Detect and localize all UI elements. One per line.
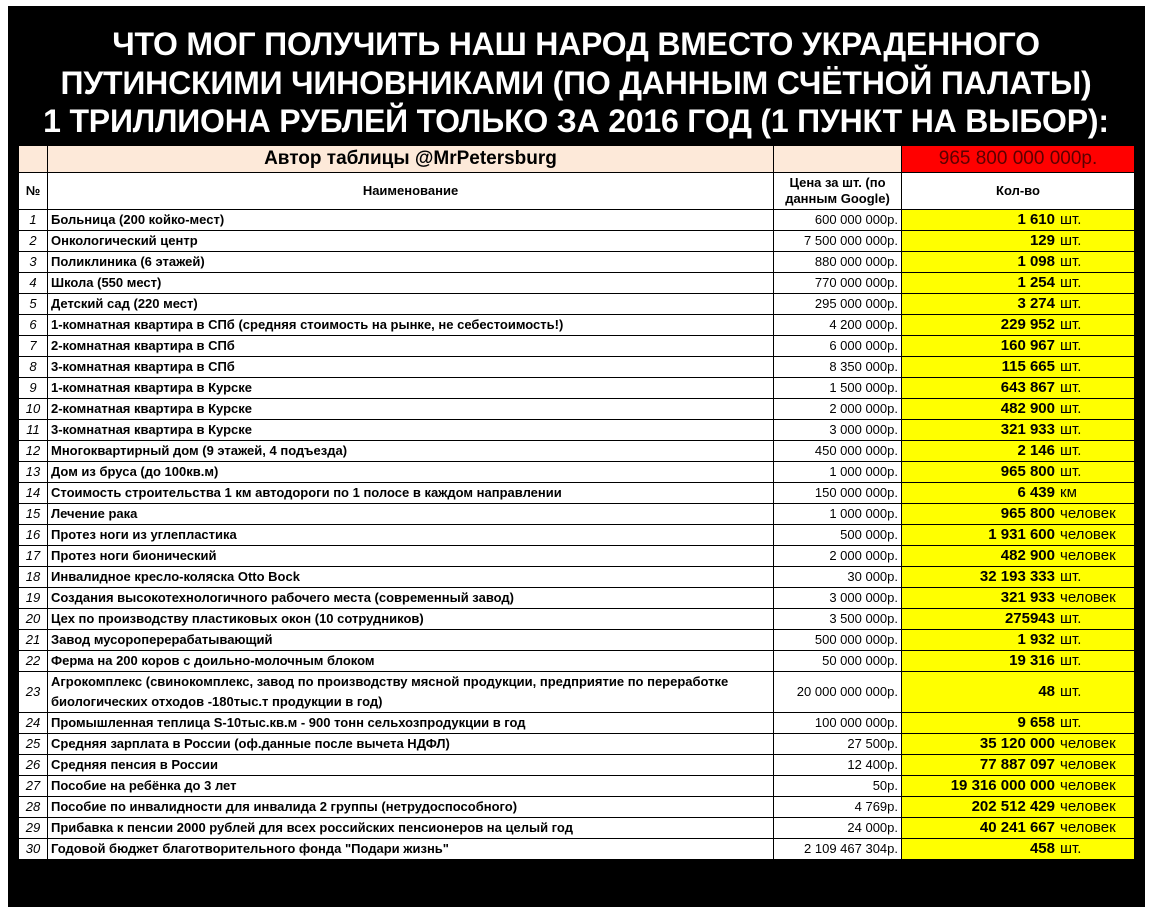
item-price: 24 000р. [774,818,902,839]
item-unit: шт. [1060,232,1082,249]
table-row [19,797,1135,818]
item-price: 770 000 000р. [774,273,902,294]
table-row [19,713,1135,734]
item-name: Создания высокотехнологичного рабочего места (современный завод) [48,588,774,609]
table-row [19,776,1135,797]
item-quantity: 1 932 [1017,631,1055,648]
item-name: Школа (550 мест) [48,273,774,294]
item-quantity: 643 867 [1000,379,1055,396]
item-quantity-cell [902,630,1135,651]
item-quantity-cell [902,420,1135,441]
table-row [19,818,1135,839]
item-quantity-cell [902,588,1135,609]
table-row [19,336,1135,357]
row-number: 25 [19,734,48,755]
item-name: Многоквартирный дом (9 этажей, 4 подъезда) [48,441,774,462]
title-line-3: 1 ТРИЛЛИОНА РУБЛЕЙ ТОЛЬКО ЗА 2016 ГОД (1 ПУНКТ НА ВЫБОР): [43,103,1109,140]
table-row [19,357,1135,378]
item-quantity-cell [902,315,1135,336]
table-row [19,609,1135,630]
item-name: 3-комнатная квартира в Курске [48,420,774,441]
item-quantity-cell [902,818,1135,839]
item-unit: человек [1060,526,1116,543]
item-quantity: 965 800 [1000,463,1055,480]
item-unit: шт. [1060,400,1082,417]
comparison-table [18,145,1135,860]
item-name: 1-комнатная квартира в СПб (средняя стоимость на рынке, не себестоимость!) [48,315,774,336]
item-quantity-cell [902,378,1135,399]
item-unit: шт. [1060,358,1082,375]
table-row [19,441,1135,462]
table-row [19,483,1135,504]
item-unit: шт. [1060,714,1082,731]
item-unit: шт. [1060,683,1082,700]
header-num: № [19,173,48,210]
item-unit: человек [1060,819,1116,836]
item-quantity-cell [902,525,1135,546]
item-unit: шт. [1060,652,1082,669]
item-price: 1 000 000р. [774,462,902,483]
item-quantity: 3 274 [1017,295,1055,312]
item-quantity: 160 967 [1000,337,1055,354]
item-unit: человек [1060,589,1116,606]
item-quantity-cell [902,734,1135,755]
item-quantity: 965 800 [1000,505,1055,522]
row-number: 5 [19,294,48,315]
item-unit: человек [1060,735,1116,752]
item-quantity: 40 241 667 [979,819,1055,836]
title-line-1: ЧТО МОГ ПОЛУЧИТЬ НАШ НАРОД ВМЕСТО УКРАДЕННОГО [112,26,1040,62]
item-name: Промышленная теплица S-10тыс.кв.м - 900 тонн сельхозпродукции в год [48,713,774,734]
table-row [19,210,1135,231]
item-name: Средняя зарплата в России (оф.данные после вычета НДФЛ) [48,734,774,755]
row-number: 1 [19,210,48,231]
item-quantity: 32 193 333 [979,568,1055,585]
item-name: Завод мусороперерабатывающий [48,630,774,651]
item-quantity-cell [902,252,1135,273]
row-number: 7 [19,336,48,357]
table-row [19,252,1135,273]
item-price: 50 000 000р. [774,651,902,672]
item-quantity-cell [902,231,1135,252]
item-quantity: 48 [1038,683,1055,700]
item-price: 100 000 000р. [774,713,902,734]
item-unit: шт. [1060,421,1082,438]
item-quantity: 229 952 [1000,316,1055,333]
row-number: 12 [19,441,48,462]
row-number: 2 [19,231,48,252]
item-unit: шт. [1060,379,1082,396]
item-unit: шт. [1060,337,1082,354]
row-number: 6 [19,315,48,336]
total-amount: 965 800 000 000р. [902,146,1135,173]
item-name: Стоимость строительства 1 км автодороги по 1 полосе в каждом направлении [48,483,774,504]
item-price: 500 000р. [774,525,902,546]
item-unit: шт. [1060,463,1082,480]
item-price: 2 000 000р. [774,399,902,420]
row-number: 22 [19,651,48,672]
row-number: 9 [19,378,48,399]
item-quantity-cell [902,504,1135,525]
item-quantity-cell [902,797,1135,818]
header-qty: Кол-во [902,173,1135,210]
row-number: 21 [19,630,48,651]
item-name: 1-комнатная квартира в Курске [48,378,774,399]
item-unit: человек [1060,777,1116,794]
author-label: Автор таблицы @MrPetersburg [48,146,774,173]
item-quantity: 458 [1029,840,1055,857]
row-number: 19 [19,588,48,609]
item-quantity: 275943 [1004,610,1055,627]
item-unit: шт. [1060,610,1082,627]
table-row [19,672,1135,713]
item-name: Инвалидное кресло-коляска Otto Bock [48,567,774,588]
item-quantity: 6 439 [1017,484,1055,501]
item-quantity: 19 316 [1009,652,1055,669]
item-name: 3-комнатная квартира в СПб [48,357,774,378]
item-name: Протез ноги бионический [48,546,774,567]
table-row [19,273,1135,294]
item-quantity-cell [902,567,1135,588]
item-name: Протез ноги из углепластика [48,525,774,546]
item-price: 1 500 000р. [774,378,902,399]
item-name: 2-комнатная квартира в Курске [48,399,774,420]
item-quantity-cell [902,755,1135,776]
item-quantity-cell [902,483,1135,504]
table-row [19,504,1135,525]
item-price: 20 000 000 000р. [774,672,902,713]
item-unit: шт. [1060,211,1082,228]
item-price: 3 000 000р. [774,588,902,609]
item-quantity: 321 933 [1000,421,1055,438]
table-row [19,462,1135,483]
item-quantity-cell [902,546,1135,567]
item-price: 7 500 000 000р. [774,231,902,252]
item-quantity-cell [902,336,1135,357]
author-row-blank [774,146,902,173]
item-name: Годовой бюджет благотворительного фонда "Подари жизнь" [48,839,774,860]
item-name: Прибавка к пенсии 2000 рублей для всех российских пенсионеров на целый год [48,818,774,839]
table-row [19,567,1135,588]
item-quantity: 35 120 000 [979,735,1055,752]
table-row [19,630,1135,651]
table-row [19,839,1135,860]
item-name: Поликлиника (6 этажей) [48,252,774,273]
row-number: 28 [19,797,48,818]
item-quantity-cell [902,441,1135,462]
row-number: 18 [19,567,48,588]
row-number: 4 [19,273,48,294]
item-quantity: 482 900 [1000,547,1055,564]
item-name: Детский сад (220 мест) [48,294,774,315]
row-number: 8 [19,357,48,378]
row-number: 13 [19,462,48,483]
item-quantity: 1 931 600 [988,526,1055,543]
item-quantity-cell [902,210,1135,231]
row-number: 3 [19,252,48,273]
row-number: 14 [19,483,48,504]
item-quantity: 2 146 [1017,442,1055,459]
table-row [19,420,1135,441]
item-price: 2 000 000р. [774,546,902,567]
item-unit: человек [1060,798,1116,815]
item-price: 500 000 000р. [774,630,902,651]
item-quantity: 321 933 [1000,589,1055,606]
item-price: 3 000 000р. [774,420,902,441]
item-quantity: 1 610 [1017,211,1055,228]
item-quantity: 1 254 [1017,274,1055,291]
poster-frame [8,6,1145,907]
item-name: Цех по производству пластиковых окон (10 сотрудников) [48,609,774,630]
item-price: 450 000 000р. [774,441,902,462]
item-price: 1 000 000р. [774,504,902,525]
item-unit: человек [1060,505,1116,522]
item-name: Средняя пенсия в России [48,755,774,776]
item-price: 30 000р. [774,567,902,588]
header-row [19,173,1135,210]
author-row-spacer [19,146,48,173]
item-price: 880 000 000р. [774,252,902,273]
item-unit: шт. [1060,253,1082,270]
row-number: 26 [19,755,48,776]
row-number: 29 [19,818,48,839]
table-row [19,231,1135,252]
item-quantity-cell [902,609,1135,630]
item-unit: шт. [1060,631,1082,648]
item-quantity-cell [902,294,1135,315]
item-unit: шт. [1060,316,1082,333]
item-unit: шт. [1060,295,1082,312]
item-name: 2-комнатная квартира в СПб [48,336,774,357]
item-unit: человек [1060,547,1116,564]
item-name: Пособие на ребёнка до 3 лет [48,776,774,797]
item-price: 50р. [774,776,902,797]
item-price: 2 109 467 304р. [774,839,902,860]
table-row [19,315,1135,336]
item-quantity: 482 900 [1000,400,1055,417]
item-name: Дом из бруса (до 100кв.м) [48,462,774,483]
item-name: Лечение рака [48,504,774,525]
item-name: Пособие по инвалидности для инвалида 2 группы (нетрудоспособного) [48,797,774,818]
table-row [19,399,1135,420]
row-number: 17 [19,546,48,567]
item-quantity-cell [902,776,1135,797]
item-quantity-cell [902,651,1135,672]
item-quantity-cell [902,839,1135,860]
item-price: 27 500р. [774,734,902,755]
author-row [19,146,1135,173]
row-number: 15 [19,504,48,525]
row-number: 23 [19,672,48,713]
row-number: 11 [19,420,48,441]
item-name: Больница (200 койко-мест) [48,210,774,231]
item-quantity-cell [902,357,1135,378]
item-name: Онкологический центр [48,231,774,252]
row-number: 30 [19,839,48,860]
item-name: Ферма на 200 коров с доильно-молочным блоком [48,651,774,672]
row-number: 24 [19,713,48,734]
item-unit: шт. [1060,568,1082,585]
poster-title [18,25,1134,145]
item-unit: шт. [1060,274,1082,291]
item-unit: шт. [1060,840,1082,857]
item-quantity: 202 512 429 [971,798,1055,815]
item-price: 150 000 000р. [774,483,902,504]
table-row [19,588,1135,609]
item-price: 600 000 000р. [774,210,902,231]
table-row [19,546,1135,567]
item-quantity-cell [902,462,1135,483]
item-price: 4 769р. [774,797,902,818]
item-price: 3 500 000р. [774,609,902,630]
item-quantity-cell [902,273,1135,294]
row-number: 20 [19,609,48,630]
header-price: Цена за шт. (по данным Google) [774,173,902,210]
item-unit: км [1060,484,1077,501]
item-price: 8 350 000р. [774,357,902,378]
item-quantity-cell [902,399,1135,420]
item-quantity: 129 [1029,232,1055,249]
item-price: 295 000 000р. [774,294,902,315]
table-row [19,651,1135,672]
item-unit: человек [1060,756,1116,773]
table-row [19,294,1135,315]
row-number: 27 [19,776,48,797]
title-line-2: ПУТИНСКИМИ ЧИНОВНИКАМИ (ПО ДАННЫМ СЧЁТНОЙ ПАЛАТЫ) [60,64,1092,101]
item-quantity: 19 316 000 000 [950,777,1055,794]
item-quantity: 115 665 [1001,358,1055,375]
row-number: 10 [19,399,48,420]
item-quantity-cell [902,672,1135,713]
item-quantity: 9 658 [1017,714,1055,731]
table-row [19,755,1135,776]
item-name: Агрокомплекс (свинокомплекс, завод по производству мясной продукции, предприятие по переработке биологических отходов -180тыс.т продукции в год) [48,672,774,713]
item-price: 4 200 000р. [774,315,902,336]
header-name: Наименование [48,173,774,210]
row-number: 16 [19,525,48,546]
item-quantity: 77 887 097 [979,756,1055,773]
item-quantity-cell [902,713,1135,734]
table-row [19,378,1135,399]
item-quantity: 1 098 [1017,253,1055,270]
item-price: 12 400р. [774,755,902,776]
item-price: 6 000 000р. [774,336,902,357]
item-unit: шт. [1060,442,1082,459]
table-row [19,734,1135,755]
table-row [19,525,1135,546]
